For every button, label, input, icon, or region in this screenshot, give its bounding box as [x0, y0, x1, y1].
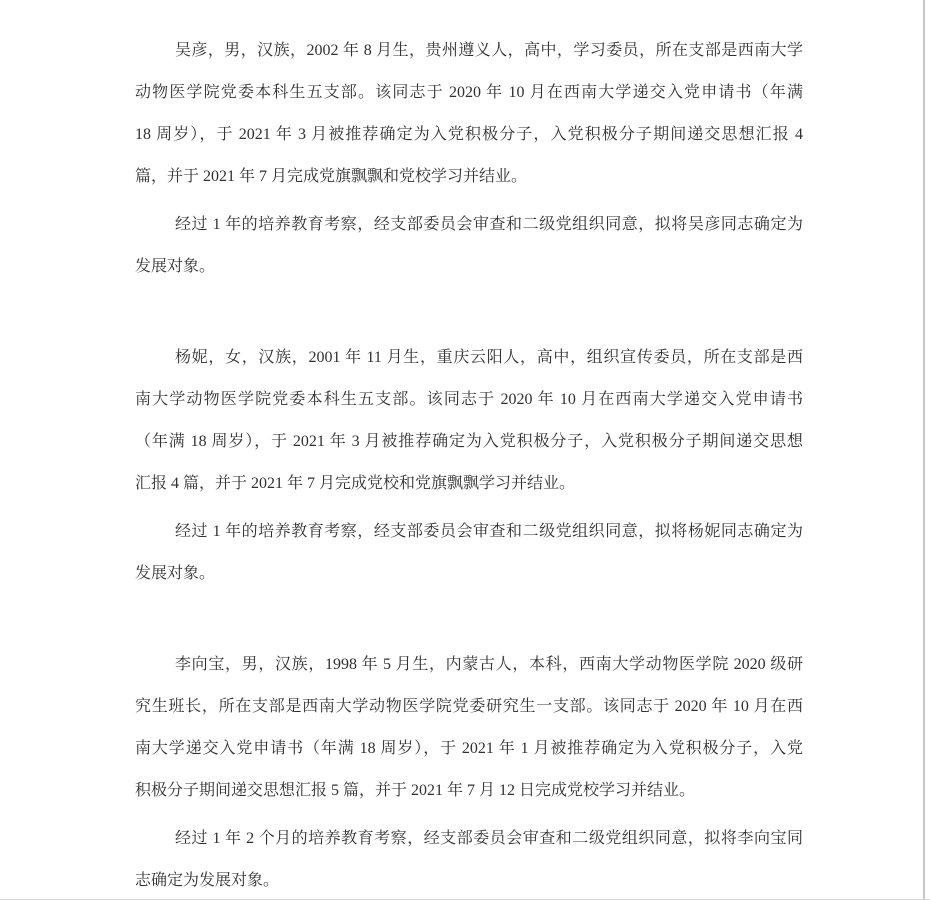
document-line: 杨妮，女，汉族，2001 年 11 月生，重庆云阳人，高中，组织宣传委员，所在支部是西: [175, 349, 803, 366]
section-wu-yan: [135, 30, 803, 288]
document-line: 18 周岁），于 2021 年 3 月被推荐确定为入党积极分子，入党积极分子期间递交思想汇报 4: [135, 126, 803, 143]
document-line: 篇，并于 2021 年 7 月完成党旗飘飘和党校学习并结业。: [135, 168, 528, 185]
paragraph-conclusion: [135, 511, 803, 595]
document-line: （年满 18 周岁），于 2021 年 3 月被推荐确定为入党积极分子，入党积极分子期间递交思想: [135, 433, 803, 450]
document-line: 发展对象。: [135, 258, 216, 275]
document-line: 究生班长，所在支部是西南大学动物医学院党委研究生一支部。该同志于 2020 年 10 月在西: [135, 698, 803, 715]
document-line: 经过 1 年 2 个月的培养教育考察，经支部委员会审查和二级党组织同意，拟将李向宝同: [175, 830, 803, 847]
document-line: 经过 1 年的培养教育考察，经支部委员会审查和二级党组织同意，拟将吴彦同志确定为: [175, 216, 803, 233]
document-line: 志确定为发展对象。: [135, 872, 280, 889]
document-line: 发展对象。: [135, 565, 216, 582]
section-li-xiangbao: [135, 644, 803, 900]
document-line: 积极分子期间递交思想汇报 5 篇，并于 2021 年 7 月 12 日完成党校学习并结业。: [135, 782, 696, 799]
paragraph-conclusion: [135, 204, 803, 288]
document-line: 经过 1 年的培养教育考察，经支部委员会审查和二级党组织同意，拟将杨妮同志确定为: [175, 523, 803, 540]
paragraph-profile: [135, 30, 803, 198]
document-line: 汇报 4 篇，并于 2021 年 7 月完成党校和党旗飘飘学习并结业。: [135, 475, 576, 492]
document-line: 动物医学院党委本科生五支部。该同志于 2020 年 10 月在西南大学递交入党申请书（年满: [135, 84, 803, 101]
paragraph-profile: [135, 644, 803, 812]
document-line: 李向宝，男，汉族，1998 年 5 月生，内蒙古人，本科，西南大学动物医学院 2020 级研: [175, 656, 803, 673]
document-line: 南大学递交入党申请书（年满 18 周岁），于 2021 年 1 月被推荐确定为入党积极分子，入党: [135, 740, 803, 757]
document-text-column: [135, 30, 803, 900]
document-line: 吴彦，男，汉族，2002 年 8 月生，贵州遵义人，高中，学习委员，所在支部是西南大学: [175, 42, 803, 59]
page-right-edge: [923, 0, 925, 900]
document-line: 南大学动物医学院党委本科生五支部。该同志于 2020 年 10 月在西南大学递交入党申请书: [135, 391, 803, 408]
paragraph-profile: [135, 337, 803, 505]
paragraph-conclusion: [135, 818, 803, 900]
section-yang-ni: [135, 337, 803, 595]
